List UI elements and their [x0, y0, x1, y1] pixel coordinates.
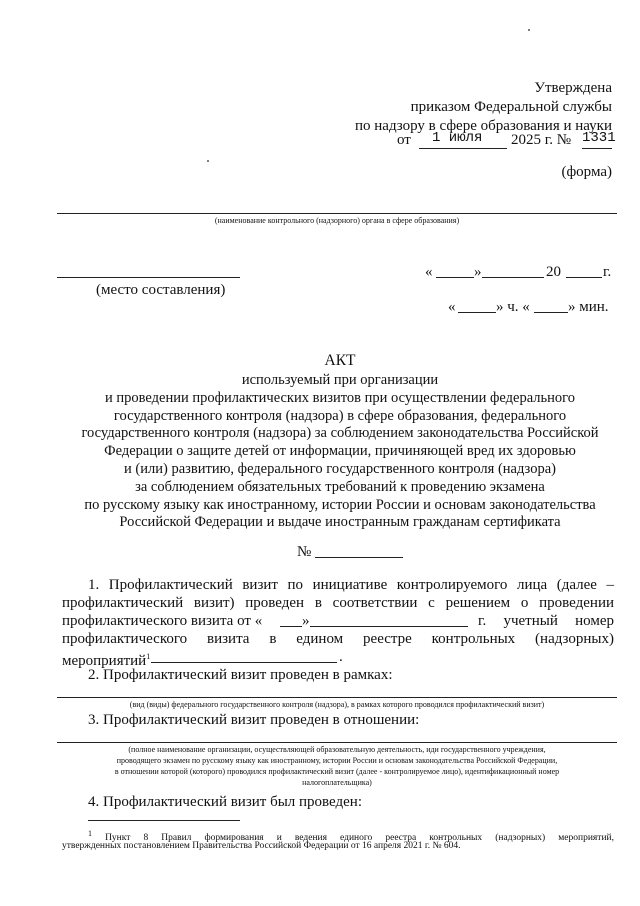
p4-text: 4. Профилактический визит был проведен: — [88, 794, 362, 810]
authority-caption: (наименование контрольного (надзорного) органа в сфере образования) — [214, 216, 460, 225]
p1-date-line — [310, 626, 468, 627]
p1-line1: 1. Профилактический визит по инициативе контролируемого лица (далее – — [88, 577, 614, 593]
date-quote-close: » — [474, 264, 482, 280]
p1-period: . — [339, 649, 343, 665]
p3-caption1: (полное наименование организации, осуществляющей образовательную деятельность, иди государственного учреждения, — [128, 745, 546, 754]
minutes-line — [534, 312, 568, 313]
p1-line4: профилактического визита в едином реестре контрольных (надзорных) — [62, 631, 614, 647]
title-line-4: Федерации о защите детей от информации, причиняющей вред их здоровью — [104, 443, 576, 459]
approval-date: 1 июля — [432, 130, 483, 146]
title-line-1: и проведении профилактических визитов при осуществлении федерального — [105, 390, 575, 406]
title-line-5: и (или) развитию, федерального государственного контроля (надзора) — [124, 461, 556, 477]
p2-caption: (вид (виды) федерального государственного контроля (надзора), в рамках которого проводился профилактический визит) — [129, 700, 545, 709]
title-line-3: государственного контроля (надзора) за соблюдением законодательства Российской — [81, 425, 599, 441]
title-line-2: государственного контроля (надзора) в сфере образования, федерального — [113, 408, 567, 424]
speck — [528, 29, 530, 31]
number-sign: № — [297, 544, 312, 560]
p3-caption2: проводящего экзамен по русскому языку как иностранному, истории России и основам законодательства Российской Федерации, — [116, 756, 558, 765]
p3-text: 3. Профилактический визит проведен в отношении: — [88, 712, 420, 728]
date-year-suffix: г. — [603, 264, 612, 280]
day-line — [436, 277, 474, 278]
p1-line5: мероприятий$^1$ — [62, 652, 151, 669]
act-title: АКТ — [324, 352, 356, 369]
p2-text: 2. Профилактический визит проведен в рамках: — [88, 667, 393, 683]
footnote-line2: утвержденных постановлением Правительства Российской Федерации от 16 апреля 2021 г. № 604. — [62, 841, 461, 851]
date-quote-open: « — [425, 264, 433, 280]
p2-line — [57, 697, 617, 698]
title-line-7: по русскому языку как иностранному, истории России и основам законодательства — [84, 497, 596, 513]
speck — [207, 160, 209, 162]
title-line-6: за соблюдением обязательных требований к проведению экзамена — [135, 479, 545, 495]
approval-number: 1331 — [582, 130, 616, 146]
p3-caption3: в отношении которой (которого) проводился профилактический визит (далее - контролируемое лицо), идентификационный номер — [114, 767, 560, 776]
title-line-0: используемый при организации — [241, 372, 439, 388]
date-underline — [419, 148, 507, 149]
p1-line3c: г. учетный номер — [478, 613, 614, 629]
approval-from: от — [397, 132, 411, 148]
time-hours: » ч. « — [496, 299, 530, 315]
authority-line — [57, 213, 617, 214]
date-century: 20 — [546, 264, 561, 280]
year-line — [566, 277, 602, 278]
approval-line2: приказом Федеральной службы — [410, 99, 612, 115]
place-caption: (место составления) — [96, 282, 226, 298]
month-line — [482, 277, 544, 278]
time-quote-open: « — [448, 299, 456, 315]
footnote-separator — [88, 820, 240, 821]
number-line — [315, 557, 403, 558]
p1-day-line — [280, 626, 302, 627]
place-line — [57, 277, 240, 278]
p1-line2: профилактический визит) проведен в соответствии с решением о проведении — [62, 595, 614, 611]
p3-line — [57, 742, 617, 743]
p1-registry-line — [151, 662, 337, 663]
form-label: (форма) — [561, 164, 612, 180]
p3-caption4: налогоплательщика) — [302, 778, 372, 787]
p1-line3a: профилактического визита от « — [62, 613, 263, 629]
approval-line3: по надзору в сфере образования и науки — [354, 118, 612, 134]
approval-line1: Утверждена — [534, 80, 612, 96]
p1-line3b: » — [302, 613, 310, 629]
hours-line — [458, 312, 496, 313]
number-underline — [582, 148, 612, 149]
time-minutes: » мин. — [568, 299, 609, 315]
title-line-8: Российской Федерации и выдаче иностранным гражданам сертификата — [119, 514, 561, 530]
footnote-line1: $^1$ Пункт 8 Правил формирования и ведения единого реестра контрольных (надзорных) мероприятий, — [88, 829, 614, 844]
approval-year: 2025 г. № — [511, 132, 572, 148]
